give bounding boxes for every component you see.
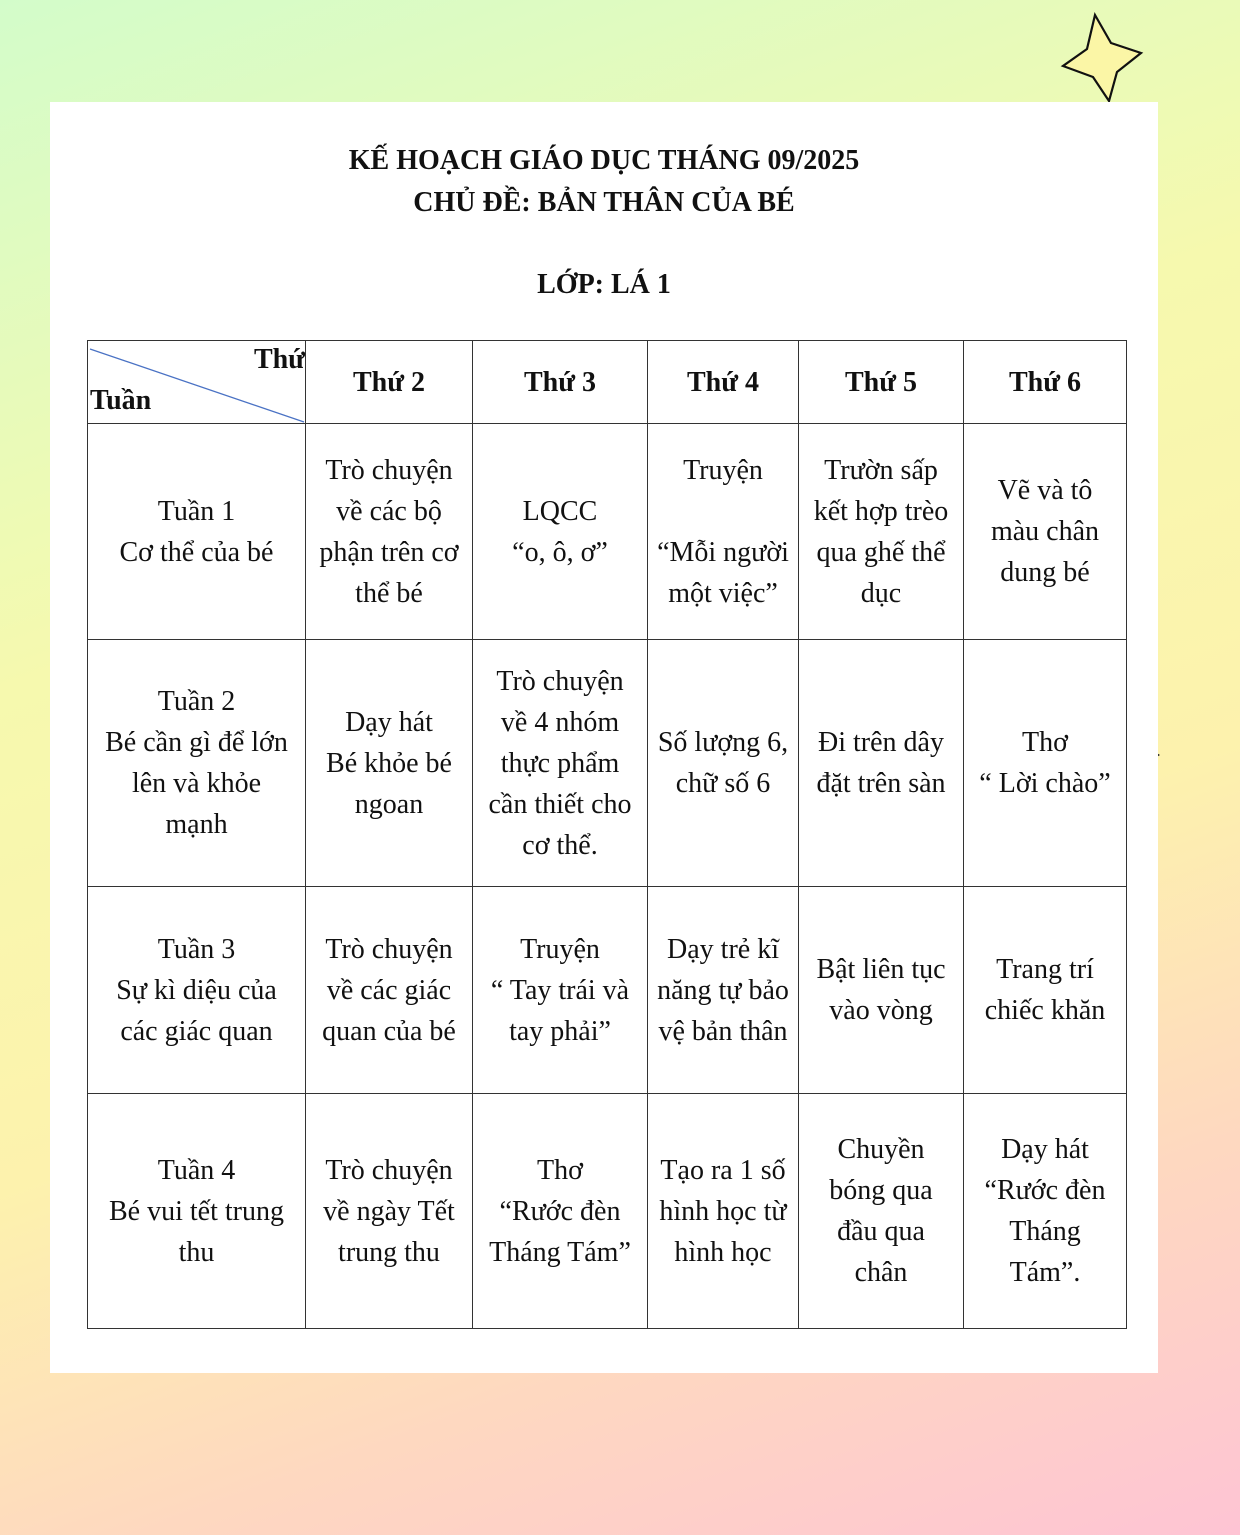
activity-cell [799,887,964,1094]
activity-cell [799,424,964,640]
activity-line: “o, ô, ơ” [512,536,608,568]
activity-cell [648,1094,799,1329]
activity-cell [799,1094,964,1329]
corner-label-week: Tuần [90,385,152,416]
activity-line: cần thiết cho [488,788,632,820]
activity-line: Truyện [520,933,600,965]
activity-cell [473,640,648,887]
title-line-2: CHỦ ĐỀ: BẢN THÂN CỦA BÉ [413,187,795,218]
activity-cell [648,887,799,1094]
activity-line: “ Tay trái và [490,974,630,1006]
header-row [88,341,1127,424]
activity-line: bóng qua [829,1175,933,1206]
activity-line: Số lượng 6, [657,727,789,758]
activity-line: Thơ [537,1154,583,1186]
activity-line: Tạo ra 1 số [660,1154,786,1186]
week-topic-line: thu [178,1236,215,1268]
title-line-1: KẾ HOẠCH GIÁO DỤC THÁNG 09/2025 [348,145,860,176]
activity-cell [473,887,648,1094]
corner-header [88,341,306,424]
activity-cell [306,640,473,887]
activity-line: “Mỗi người [657,536,789,568]
activity-line: tay phải” [509,1015,611,1047]
table-row [88,1094,1127,1329]
activity-line: thực phẩm [500,747,620,779]
activity-line: Tháng [1009,1216,1081,1247]
week-label: Tuần 4 [157,1154,236,1186]
activity-line: dung bé [1000,557,1090,588]
activity-line: “Rước đèn [984,1175,1106,1206]
activity-line: “Rước đèn [499,1195,621,1227]
class-label: LỚP: LÁ 1 [537,269,671,300]
activity-line: quan của bé [322,1015,456,1047]
activity-line: Trườn sấp [824,454,938,486]
activity-line: về các bộ [336,495,442,527]
activity-line: Trò chuyện [496,665,624,697]
activity-line: vào vòng [829,995,933,1026]
activity-line: Bé khỏe bé [326,747,452,779]
activity-line: đầu qua [837,1216,925,1247]
week-label: Tuần 3 [157,933,236,965]
activity-line: về 4 nhóm [500,706,620,738]
schedule-table [87,340,1127,1329]
week-cell [88,1094,306,1329]
activity-line: màu chân [990,516,1100,547]
activity-line: Dạy trẻ kĩ [667,933,779,965]
table-row [88,424,1127,640]
activity-cell [799,640,964,887]
activity-line: Bật liên tục [816,954,946,985]
activity-line: chữ số 6 [675,768,771,799]
activity-line: Tháng Tám” [489,1236,631,1268]
activity-line [650,491,796,532]
column-header: Thứ 5 [799,341,964,424]
activity-line: Trò chuyện [325,454,453,486]
week-cell [88,424,306,640]
plan-sheet [50,102,1158,1373]
activity-cell [306,1094,473,1329]
activity-cell [648,424,799,640]
week-label: Tuần 2 [157,686,236,717]
week-topic-line: lên và khỏe [131,768,262,799]
column-header: Thứ 6 [964,341,1127,424]
week-cell [88,640,306,887]
column-header: Thứ 3 [473,341,648,424]
activity-line: Vẽ và tô [997,475,1093,506]
corner-label-day: Thứ [253,344,305,375]
activity-line: chân [854,1257,908,1288]
activity-line: một việc” [668,577,778,609]
week-topic-line: Bé cần gì để lớn [105,727,288,758]
activity-cell [473,1094,648,1329]
activity-line: ngoan [354,788,424,820]
activity-cell [964,640,1127,887]
star-icon [1058,10,1148,105]
activity-line: Trò chuyện [325,1154,453,1186]
activity-cell [648,640,799,887]
header [50,140,1158,306]
activity-line: Trò chuyện [325,933,453,965]
activity-line: “ Lời chào” [979,768,1111,799]
activity-line: thể bé [355,577,423,609]
activity-line: Truyện [683,454,763,486]
activity-line: cơ thể. [522,829,598,861]
activity-line: Đi trên dây [818,727,944,758]
activity-cell [964,424,1127,640]
activity-line: đặt trên sàn [816,768,946,799]
activity-cell [473,424,648,640]
week-topic-line: các giác quan [120,1015,273,1047]
activity-line: Tám”. [1009,1257,1081,1288]
activity-line: phận trên cơ [319,536,459,568]
week-label: Tuần 1 [157,495,236,527]
week-topic-line: Sự kì diệu của [116,974,277,1006]
activity-line: Dạy hát [345,706,433,738]
week-topic-line: Bé vui tết trung [109,1195,284,1227]
activity-cell [306,887,473,1094]
activity-line: hình học từ [659,1195,787,1227]
activity-line: Dạy hát [1001,1134,1089,1165]
table-row [88,640,1127,887]
activity-cell [306,424,473,640]
activity-cell [964,887,1127,1094]
activity-line: về ngày Tết [323,1195,455,1227]
week-topic-line: mạnh [165,809,228,840]
week-topic-line: Cơ thể của bé [119,536,274,568]
activity-line: qua ghế thể [816,536,946,568]
activity-line: kết hợp trèo [813,495,949,527]
activity-line: Trang trí [996,954,1094,985]
activity-line: dục [860,577,902,609]
activity-line: LQCC [522,495,598,527]
activity-cell [964,1094,1127,1329]
activity-line: trung thu [338,1236,440,1268]
activity-line: Chuyền [837,1134,925,1165]
activity-line: Thơ [1022,727,1068,758]
column-header: Thứ 2 [306,341,473,424]
table-row [88,887,1127,1094]
activity-line: hình học [674,1236,772,1268]
week-cell [88,887,306,1094]
activity-line: về các giác [326,974,452,1006]
column-header: Thứ 4 [648,341,799,424]
activity-line: chiếc khăn [984,995,1106,1026]
activity-line: năng tự bảo [657,974,789,1006]
activity-line: vệ bản thân [658,1015,788,1047]
